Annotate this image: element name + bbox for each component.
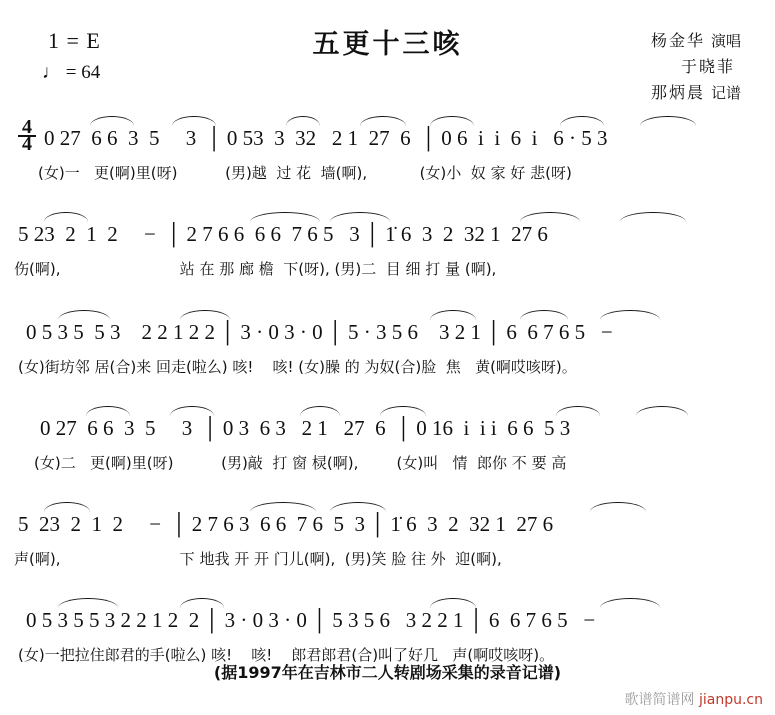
slur-mark (58, 598, 118, 608)
slur-mark (520, 310, 568, 320)
slur-mark (300, 406, 340, 416)
slur-mark (520, 212, 580, 222)
slur-mark (170, 406, 214, 416)
lyric-line: (女)一 更(啊)里(呀) (男)越 过 花 墙(啊), (女)小 奴 家 好 悲(呀) (38, 164, 572, 182)
slur-mark (600, 598, 660, 608)
source-footnote: (据1997年在吉林市二人转剧场采集的录音记谱) (213, 663, 562, 682)
lyric-line: (女)二 更(啊)里(呀) (男)敲 打 窗 棂(啊), (女)叫 情 郎你 不 要 高 (34, 454, 567, 472)
page-title: 五更十三咳 (312, 29, 463, 60)
slur-mark (58, 310, 110, 320)
notation-line: 0 27 6 6 3 5 3 │ 0 3 6 3 2 1 27 6 │ 0 16 i i i 6 6 5 3 (40, 416, 571, 440)
notation-line: 5 23 2 1 2 − │ 2 7 6 6 6 6 7 6 5 3 │ 1̇ 6 3 2 32 1 27 6 (18, 222, 548, 246)
slur-mark (590, 502, 646, 512)
slur-mark (600, 310, 660, 320)
slur-mark (620, 212, 686, 222)
watermark-site-url: jianpu.cn (698, 692, 763, 708)
slur-mark (556, 406, 600, 416)
credit-role: 记谱 (710, 84, 741, 102)
slur-mark (360, 116, 406, 126)
lyric-line: (女)一把拉住郎君的手(啦么) 咳! 咳! 郎君郎君(合)叫了好几 声(啊哎咳呀)。 (18, 646, 555, 664)
slur-mark (250, 502, 316, 512)
lyric-line: (女)街坊邻 居(合)来 回走(啦么) 咳! 咳! (女)臊 的 为奴(合)脸 焦 黄(啊哎咳呀)。 (18, 358, 577, 376)
notation-line: 5 23 2 1 2 − │ 2 7 6 3 6 6 7 6 5 3 │ 1̇ 6 3 2 32 1 27 6 (18, 512, 554, 536)
slur-mark (44, 502, 90, 512)
notation-line: 0 5 3 5 5 3 2 2 1 2 2 │ 3 · 0 3 · 0 │ 5 · 3 5 6 3 2 1 │ 6 6 7 6 5 − (26, 320, 613, 344)
slur-mark (90, 116, 134, 126)
credit-name: 杨金华 (650, 31, 705, 50)
slur-mark (430, 310, 476, 320)
lyric-line: 声(啊), 下 地我 开 开 门儿(啊), (男)笑 脸 往 外 迎(啊), (14, 550, 502, 568)
slur-mark (286, 116, 320, 126)
time-signature (18, 116, 36, 155)
credits-block (651, 28, 741, 106)
tempo-marking: ♩ = 64 (42, 62, 101, 83)
credit-role: 演唱 (710, 32, 741, 50)
lyric-line: 伤(啊), 站 在 那 廊 檐 下(呀), (男)二 目 细 打 量 (啊), (14, 260, 497, 278)
credit-row (651, 80, 741, 106)
credit-row (651, 54, 741, 80)
slur-mark (172, 116, 216, 126)
notation-line: 0 27 6 6 3 5 3 │ 0 53 3 32 2 1 27 6 │ 0 6 i i 6 i 6 · 5 3 (44, 126, 608, 150)
slur-mark (330, 212, 390, 222)
time-signature-numerator: 4 (22, 116, 32, 138)
slur-mark (380, 406, 426, 416)
credit-name: 于晓菲 (680, 57, 735, 76)
watermark-site-name: 歌谱简谱网 (624, 692, 695, 708)
key-signature: 1 = E (48, 28, 101, 53)
notation-line: 0 5 3 5 5 3 2 2 1 2 2 │ 3 · 0 3 · 0 │ 5 3 5 6 3 2 2 1 │ 6 6 7 6 5 − (26, 608, 596, 632)
slur-mark (250, 212, 320, 222)
slur-mark (636, 406, 688, 416)
credit-name: 那炳晨 (650, 83, 705, 102)
slur-mark (430, 116, 474, 126)
credit-row (651, 28, 741, 54)
slur-mark (560, 116, 604, 126)
slur-mark (86, 406, 130, 416)
slur-mark (44, 212, 88, 222)
watermark (625, 689, 763, 709)
slur-mark (640, 116, 696, 126)
slur-mark (430, 598, 476, 608)
time-signature-denominator: 4 (18, 135, 36, 152)
slur-mark (330, 502, 386, 512)
slur-mark (180, 310, 230, 320)
slur-mark (180, 598, 224, 608)
